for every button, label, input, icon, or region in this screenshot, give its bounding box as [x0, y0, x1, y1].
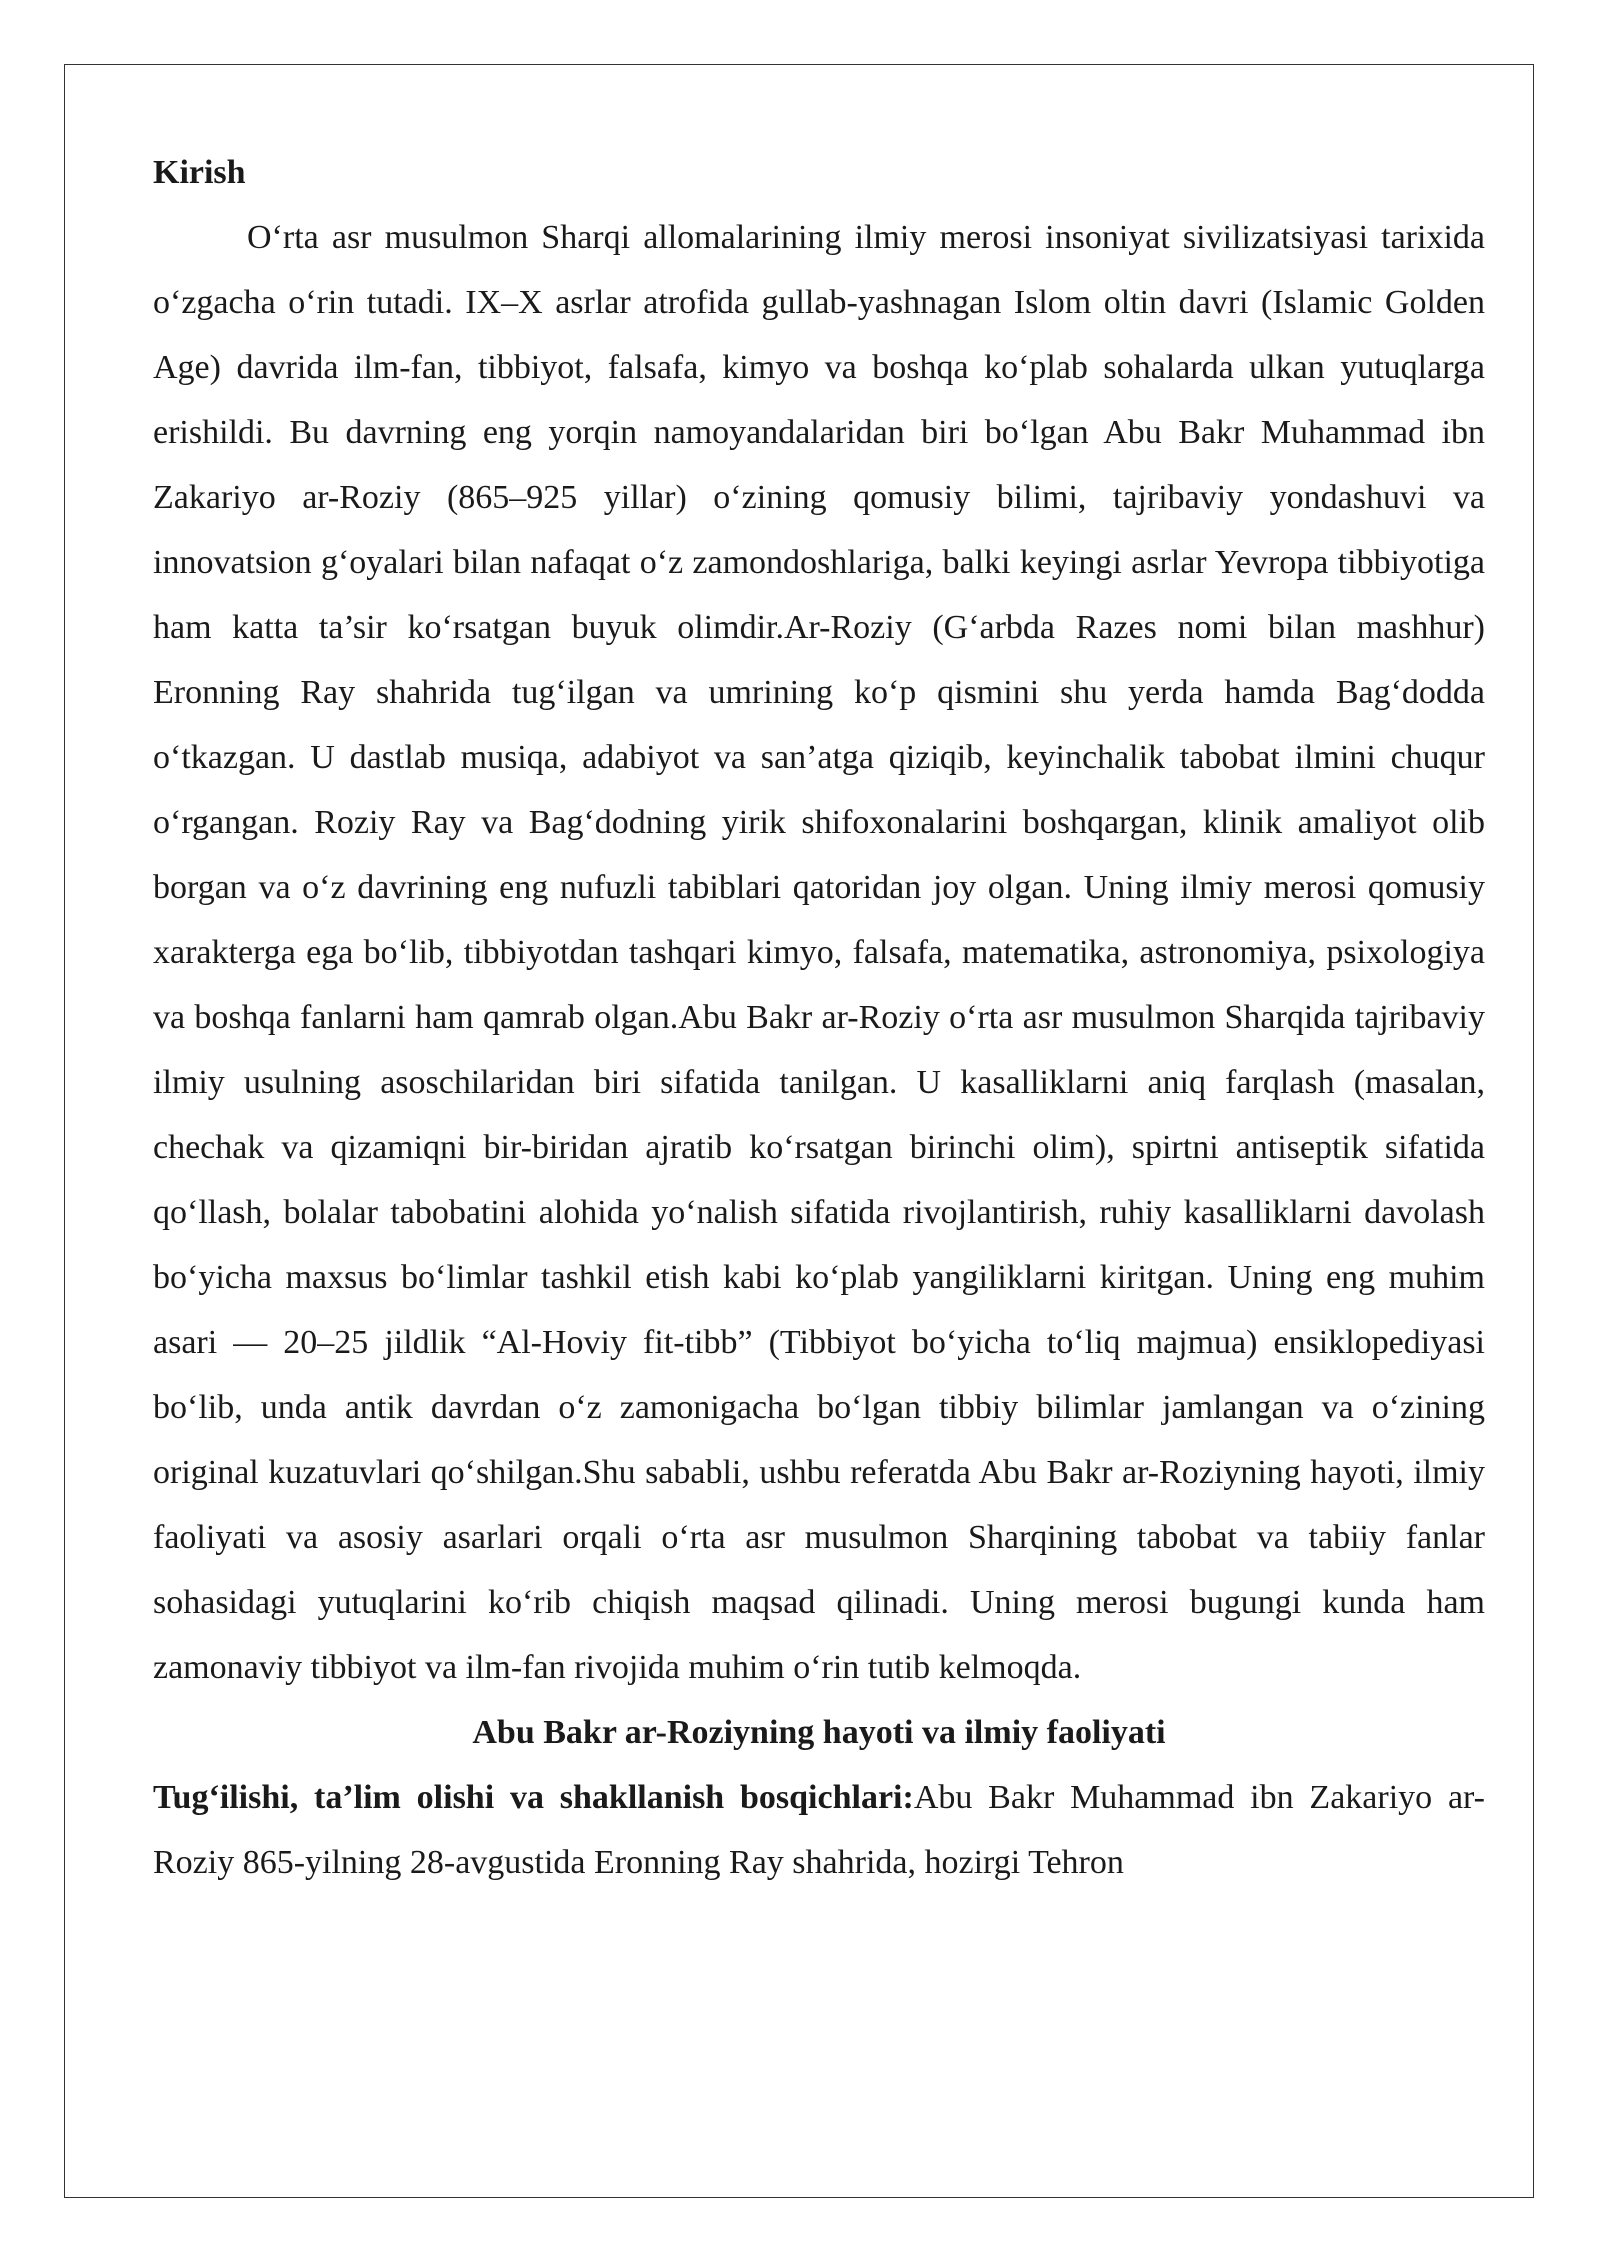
subsection-label: Tug‘ilishi, ta’lim olishi va shakllanish bosqichlari: [153, 1779, 914, 1816]
subsection-text: Abu Bakr Muhammad ibn Zakariyo ar-Roziy 865-yilning 28-avgustida Eronning Ray shahrida, hozirgi Tehron [153, 1779, 1485, 1881]
intro-paragraph: O‘rta asr musulmon Sharqi allomalarining ilmiy merosi insoniyat sivilizatsiyasi tarixida o‘zgacha o‘rin tutadi. IX–X asrlar atrofida gullab-yashnagan Islom oltin davri (Islamic Golden Age) davrida ilm-fan, tibbiyot, falsafa, kimyo va boshqa ko‘plab sohalarda ulkan yutuqlarga erishildi. Bu davrning eng yorqin namoyandalaridan biri bo‘lgan Abu Bakr Muhammad ibn Zakariyo ar-Roziy (865–925 yillar) o‘zining qomusiy bilimi, tajribaviy yondashuvi va innovatsion g‘oyalari bilan nafaqat o‘z zamondoshlariga, balki keyingi asrlar Yevropa tibbiyotiga ham katta ta’sir ko‘rsatgan buyuk olimdir.Ar-Roziy (G‘arbda Razes nomi bilan mashhur) Eronning Ray shahrida tug‘ilgan va umrining ko‘p qismini shu yerda hamda Bag‘dodda o‘tkazgan. U dastlab musiqa, adabiyot va san’atga qiziqib, keyinchalik tabobat ilmini chuqur o‘rgangan. Roziy Ray va Bag‘dodning yirik shifoxonalarini boshqargan, klinik amaliyot olib borgan va o‘z davrining eng nufuzli tabiblari qatoridan joy olgan. Uning ilmiy merosi qomusiy xarakterga ega bo‘lib, tibbiyotdan tashqari kimyo, falsafa, matematika, astronomiya, psixologiya va boshqa fanlarni ham qamrab olgan.Abu Bakr ar-Roziy o‘rta asr musulmon Sharqida tajribaviy ilmiy usulning asoschilaridan biri sifatida tanilgan. U kasalliklarni aniq farqlash (masalan, chechak va qizamiqni bir-biridan ajratib ko‘rsatgan birinchi olim), spirtni antiseptik sifatida qo‘llash, bolalar tabobatini alohida yo‘nalish sifatida rivojlantirish, ruhiy kasalliklarni davolash bo‘yicha maxsus bo‘limlar tashkil etish kabi ko‘plab yangiliklarni kiritgan. Uning eng muhim asari — 20–25 jildlik “Al-Hoviy fit-tibb” (Tibbiyot bo‘yicha to‘liq majmua) ensiklopediyasi bo‘lib, unda antik davrdan o‘z zamonigacha bo‘lgan tibbiy bilimlar jamlangan va o‘zining original kuzatuvlari qo‘shilgan.Shu sababli, ushbu referatda Abu Bakr ar-Roziyning hayoti, ilmiy faoliyati va asosiy asarlari orqali o‘rta asr musulmon Sharqining tabobat va tabiiy fanlar sohasidagi yutuqlarini ko‘rib chiqish maqsad qilinadi. Uning merosi bugungi kunda ham zamonaviy tibbiyot va ilm-fan rivojida muhim o‘rin tutib kelmoqda. [153, 219, 1485, 1686]
intro-heading: Kirish [153, 154, 246, 191]
document-body [153, 140, 1485, 1895]
section-heading: Abu Bakr ar-Roziyning hayoti va ilmiy faoliyati [472, 1714, 1166, 1751]
subsection-paragraph [153, 1765, 1485, 1895]
